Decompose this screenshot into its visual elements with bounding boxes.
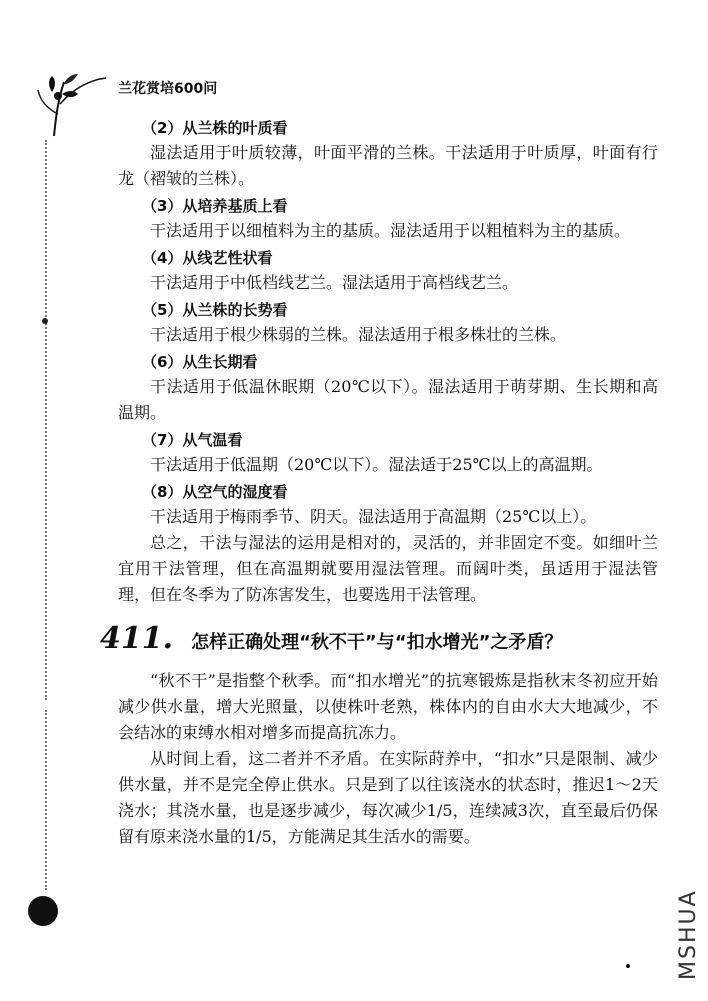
paragraph: 从时间上看，这二者并不矛盾。在实际莳养中，“扣水”只是限制、减少供水量，并不是完全停止供水。只是到了以往该浇水的状态时，推迟1～2天浇水；其浇水量，也是逐步减少，每次减少1/5，连续减3次，直至最后仍保留有原来浇水量的1/5，方能满足其生活水的需要。 bbox=[118, 749, 658, 846]
question-number: 411. bbox=[100, 621, 174, 656]
question-title: 怎样正确处理“秋不干”与“扣水增光”之矛盾？ bbox=[191, 632, 563, 653]
paragraph: 干法适用于梅雨季节、阴天。湿法适用于高温期（25℃以上）。 bbox=[150, 507, 597, 526]
paragraph: 干法适用于低温期（20℃以下）。湿法适于25℃以上的高温期。 bbox=[150, 455, 603, 474]
paragraph: “秋不干”是指整个秋季。而“扣水增光”的抗寒锻炼是指秋末冬初应开始减少供水量，增大光照量，以使株叶老熟，株体内的自由水大大地减少，不会结冰的束缚水相对增多而提高抗冻力。 bbox=[118, 671, 658, 742]
paragraph: 干法适用于根少株弱的兰株。湿法适用于根多株壮的兰株。 bbox=[150, 325, 567, 344]
running-title: 兰花赏培600问 bbox=[118, 81, 218, 97]
subheading: （5）从兰株的长势看 bbox=[142, 301, 288, 319]
body-text bbox=[100, 114, 658, 850]
watermark: MSHUA bbox=[676, 889, 701, 980]
paragraph: 湿法适用于叶质较薄，叶面平滑的兰株。干法适用于叶质厚，叶面有行龙（褶皱的兰株）。 bbox=[118, 143, 658, 188]
paragraph: 干法适用于中低档线艺兰。湿法适用于高档线艺兰。 bbox=[150, 273, 519, 292]
margin-mark bbox=[42, 318, 48, 324]
paragraph: 干法适用于以细植料为主的基质。湿法适用于以粗植料为主的基质。 bbox=[150, 221, 631, 240]
subheading: （6）从生长期看 bbox=[142, 353, 258, 371]
question-heading bbox=[100, 621, 658, 662]
margin-bullet bbox=[28, 896, 58, 926]
subheading: （7）从气温看 bbox=[142, 431, 243, 449]
orchid-ornament-icon bbox=[34, 64, 114, 144]
subheading: （8）从空气的湿度看 bbox=[142, 483, 288, 501]
subheading: （2）从兰株的叶质看 bbox=[142, 119, 288, 137]
margin-dotted-line bbox=[45, 710, 47, 890]
subheading: （4）从线艺性状看 bbox=[142, 249, 273, 267]
paragraph: 总之，干法与湿法的运用是相对的，灵活的，并非固定不变。如细叶兰宜用干法管理，但在高温期就要用湿法管理。而阔叶类，虽适用于湿法管理，但在冬季为了防冻害发生，也要选用干法管理。 bbox=[118, 533, 658, 604]
paragraph: 干法适用于低温休眠期（20℃以下）。湿法适用于萌芽期、生长期和高温期。 bbox=[118, 377, 658, 422]
margin-dotted-line bbox=[45, 140, 47, 700]
print-speck bbox=[626, 964, 630, 968]
subheading: （3）从培养基质上看 bbox=[142, 197, 288, 215]
